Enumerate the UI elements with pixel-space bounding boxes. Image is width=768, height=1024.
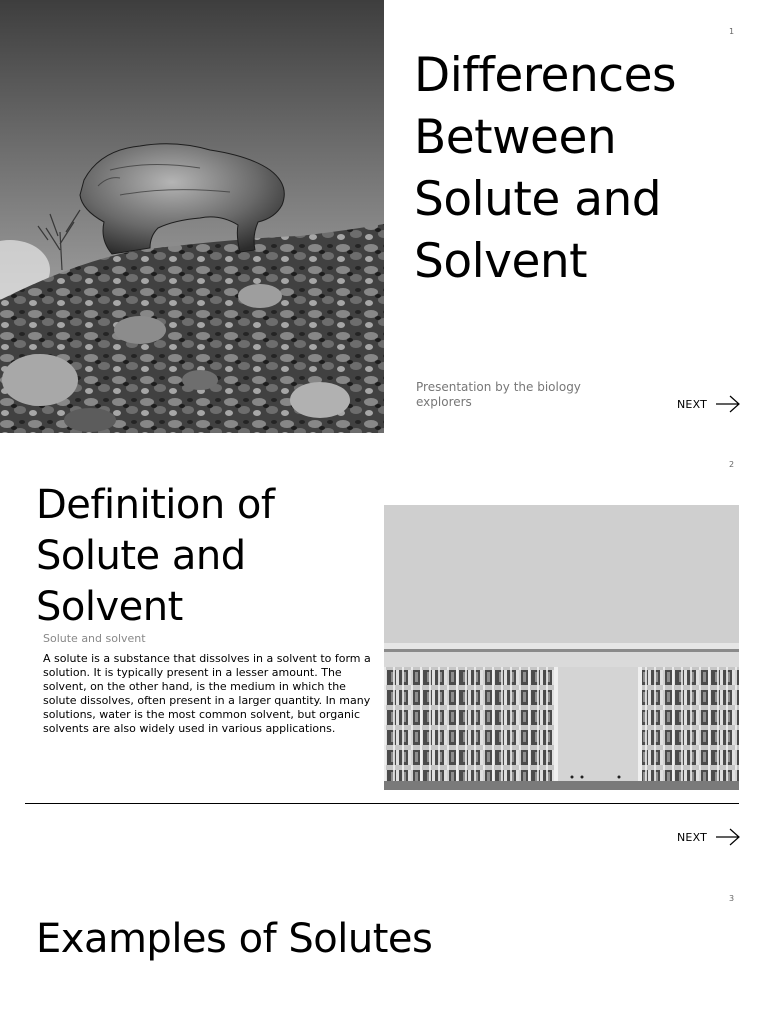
arrow-right-icon [715,394,741,414]
section-divider [25,803,739,804]
definition-paragraph [43,652,371,736]
slide-title-line: Definition of [36,482,275,528]
page-number: 3 [729,894,735,903]
paragraph-line: solution. It is typically present in a lesser amount. The [43,666,342,679]
subtitle-line: explorers [416,395,472,409]
slide-title-line: Solute and [414,172,662,227]
paragraph-line: A solute is a substance that dissolves in a solvent to form a [43,652,371,665]
slide-title-line: Between [414,110,617,165]
slide-title [414,45,754,293]
subtitle-line: Presentation by the biology [416,380,581,394]
rock-formation-photo [0,0,384,433]
paragraph-line: solvents are also widely used in various applications. [43,722,336,735]
slide-title-line: Solvent [414,234,588,289]
page-number: 1 [729,27,735,36]
next-label: NEXT [677,397,708,411]
slide-title-line: Solvent [36,584,183,630]
slide-3 [0,868,768,1024]
next-label: NEXT [677,830,708,844]
page-number: 2 [729,460,735,469]
paragraph-line: solvent, on the other hand, is the medium in which the [43,680,346,693]
paragraph-line: solute dissolves, often present in a larger quantity. In many [43,694,371,707]
next-button[interactable] [677,827,741,847]
paragraph-line: solutions, water is the most common solvent, but organic [43,708,361,721]
section-caption: Solute and solvent [43,632,146,645]
building-facade-photo [384,505,739,790]
slide-1 [0,0,768,434]
slide-title: Examples of Solutes [36,916,433,962]
arrow-right-icon [715,827,741,847]
slide-2 [0,434,768,868]
slide-title-line: Solute and [36,533,246,579]
next-button[interactable] [677,394,741,414]
slide-title [36,480,356,633]
presentation-subtitle [416,380,616,410]
slide-title-line: Differences [414,48,676,103]
